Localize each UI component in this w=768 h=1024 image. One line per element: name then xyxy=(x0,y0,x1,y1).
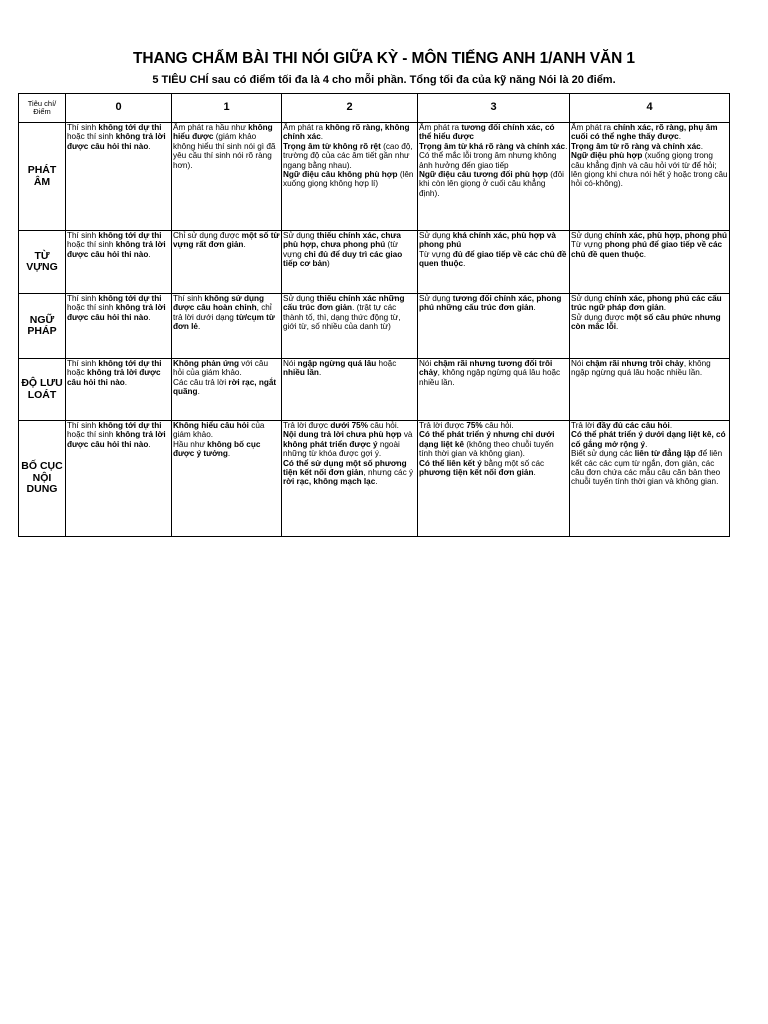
score-header-3: 3 xyxy=(418,94,570,123)
rubric-cell: Trả lời đầy đủ các câu hỏi. Có thể phát triển ý dưới dạng liệt kê, có cố gắng mở rộng ý. Biết sử dụng các liên từ đẳng lập để liên kết các các cụm từ ngắn, đơn giản, các câu đơn chứa các mẫu câu căn bản theo chuỗi tuyến tính thời gian và không gian. xyxy=(570,421,730,537)
rubric-cell: Âm phát ra không rõ ràng, không chính xác. Trọng âm từ không rõ rệt (cao độ, trường độ của các âm tiết gần như ngang bằng nhau). Ngữ điệu câu không phù hợp (lên xuống giọng không hợp lí) xyxy=(282,123,418,231)
score-header-0: 0 xyxy=(66,94,172,123)
rubric-cell: Trả lời được 75% câu hỏi. Có thể phát triển ý nhưng chỉ dưới dạng liệt kê (không theo chuỗi tuyến tính thời gian và không gian). Có thể liên kết ý bằng một số các phương tiện kết nối đơn giản. xyxy=(418,421,570,537)
row-fluency xyxy=(19,359,730,421)
row-content-organization xyxy=(19,421,730,537)
row-vocabulary xyxy=(19,231,730,294)
rubric-cell: Chỉ sử dụng được một số từ vựng rất đơn giản. xyxy=(172,231,282,294)
rubric-cell: Sử dụng khá chính xác, phù hợp và phong phú Từ vựng đủ để giao tiếp về các chủ đề quen thuộc. xyxy=(418,231,570,294)
criterion-label: PHÁT ÂM xyxy=(19,123,66,231)
rubric-cell: Sử dụng tương đối chính xác, phong phú những cấu trúc đơn giản. xyxy=(418,294,570,359)
rubric-cell: Sử dụng thiếu chính xác, chưa phù hợp, chưa phong phú (từ vựng chỉ đủ để duy trì các giao tiếp cơ bản) xyxy=(282,231,418,294)
rubric-cell: Thí sinh không tới dự thi hoặc không trả lời được câu hỏi thi nào. xyxy=(66,359,172,421)
score-header-2: 2 xyxy=(282,94,418,123)
rubric-cell: Không phản ứng với câu hỏi của giám khảo. Các câu trả lời rời rạc, ngắt quãng. xyxy=(172,359,282,421)
row-pronunciation xyxy=(19,123,730,231)
rubric-cell: Thí sinh không tới dự thi hoặc thí sinh không trả lời được câu hỏi thi nào. xyxy=(66,231,172,294)
rubric-table xyxy=(18,93,730,537)
document-title: THANG CHẤM BÀI THI NÓI GIỮA KỲ - MÔN TIẾNG ANH 1/ANH VĂN 1 xyxy=(133,50,635,67)
score-header-1: 1 xyxy=(172,94,282,123)
header-row xyxy=(19,94,730,123)
rubric-cell: Sử dụng chính xác, phong phú các cấu trúc ngữ pháp đơn giản. Sử dụng được một số câu phức nhưng còn mắc lỗi. xyxy=(570,294,730,359)
criterion-label: NGỮ PHÁP xyxy=(19,294,66,359)
criterion-label: ĐỘ LƯU LOÁT xyxy=(19,359,66,421)
criteria-header: Tiêu chí/Điểm xyxy=(19,94,66,123)
rubric-cell: Âm phát ra hầu như không hiểu được (giám khảo không hiểu thí sinh nói gì đã yêu cầu thí sinh nói rõ ràng hơn). xyxy=(172,123,282,231)
rubric-cell: Nói chậm rãi nhưng tương đối trôi chảy, không ngập ngừng quá lâu hoặc nhiều lần. xyxy=(418,359,570,421)
row-grammar xyxy=(19,294,730,359)
criterion-label: BỐ CỤC NỘI DUNG xyxy=(19,421,66,537)
rubric-cell: Sử dụng chính xác, phù hợp, phong phú Từ vựng phong phú để giao tiếp về các chủ đề quen thuộc. xyxy=(570,231,730,294)
rubric-cell: Trả lời được dưới 75% câu hỏi. Nội dung trả lời chưa phù hợp và không phát triển được ý ngoài những từ khóa được gợi ý. Có thể sử dụng một số phương tiện kết nối đơn giản, nhưng các ý rời rạc, không mạch lạc. xyxy=(282,421,418,537)
rubric-cell: Thí sinh không sử dụng được câu hoàn chỉnh, chỉ trả lời dưới dạng từ/cụm từ đơn lẻ. xyxy=(172,294,282,359)
rubric-cell: Thí sinh không tới dự thi hoặc thí sinh không trả lời được câu hỏi thi nào. xyxy=(66,421,172,537)
document-subtitle: 5 TIÊU CHÍ sau có điểm tối đa là 4 cho mỗi phần. Tổng tối đa của kỹ năng Nói là 20 điểm. xyxy=(152,74,616,86)
rubric-cell: Không hiểu câu hỏi của giám khảo. Hầu như không bố cục được ý tưởng. xyxy=(172,421,282,537)
rubric-cell: Âm phát ra tương đối chính xác, có thể hiểu được Trọng âm từ khá rõ ràng và chính xác. Có thể mắc lỗi trong âm nhưng không ảnh hưởng đến giao tiếp Ngữ điệu câu tương đối phù hợp (đôi khi còn lên giọng ở cuối câu khẳng định). xyxy=(418,123,570,231)
rubric-cell: Nói ngập ngừng quá lâu hoặc nhiều lần. xyxy=(282,359,418,421)
rubric-cell: Thí sinh không tới dự thi hoặc thí sinh không trả lời được câu hỏi thi nào. xyxy=(66,123,172,231)
rubric-cell: Âm phát ra chính xác, rõ ràng, phụ âm cuối có thể nghe thấy được. Trọng âm từ rõ ràng và chính xác. Ngữ điệu phù hợp (xuống giọng trong câu khẳng định và câu hỏi với từ để hỏi; lên giọng khi chưa nói hết ý hoặc trong câu hỏi có-không). xyxy=(570,123,730,231)
rubric-cell: Sử dụng thiếu chính xác những cấu trúc đơn giản. (trật tự các thành tố, thì, dạng thức động từ, giới từ, số nhiều của danh từ) xyxy=(282,294,418,359)
score-header-4: 4 xyxy=(570,94,730,123)
rubric-cell: Nói chậm rãi nhưng trôi chảy, không ngập ngừng quá lâu hoặc nhiều lần. xyxy=(570,359,730,421)
criterion-label: TỪ VỰNG xyxy=(19,231,66,294)
rubric-cell: Thí sinh không tới dự thi hoặc thí sinh không trả lời được câu hỏi thi nào. xyxy=(66,294,172,359)
